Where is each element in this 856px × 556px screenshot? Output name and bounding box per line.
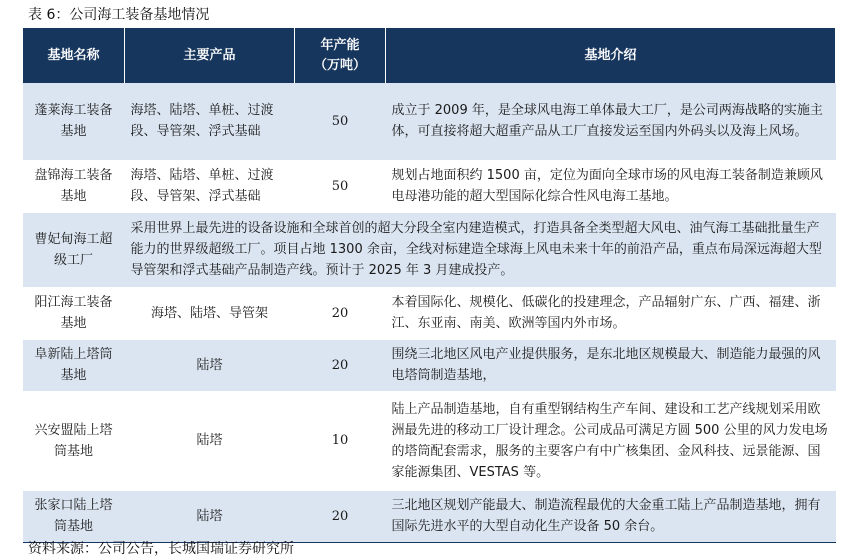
table-caption: 表 6：公司海工装备基地情况 bbox=[28, 7, 210, 23]
base-intro: 陆上产品制造基地，自有重型钢结构生产车间、建设和工艺产线规划采用欧洲最先进的移动工厂设计理念。公司成品可满足方圆 500 公里的风力发电场的塔筒配套需求，服务的主要客户有中广核集团、金风科技、远景能源、国家能源集团、VESTAS 等。 bbox=[386, 391, 836, 490]
base-table bbox=[22, 28, 836, 543]
header-capacity-line2: （万吨） bbox=[313, 57, 366, 73]
base-capacity: 20 bbox=[295, 490, 386, 542]
base-product: 陆塔 bbox=[125, 490, 295, 542]
base-capacity: 20 bbox=[295, 339, 386, 391]
header-product: 主要产品 bbox=[125, 28, 295, 83]
table-row bbox=[23, 391, 836, 490]
base-intro: 三北地区规划产能最大、制造流程最优的大金重工陆上产品制造基地，拥有国际先进水平的大型自动化生产设备 50 余台。 bbox=[386, 490, 836, 542]
table-row bbox=[23, 287, 836, 339]
header-intro: 基地介绍 bbox=[386, 28, 836, 83]
base-intro: 围绕三北地区风电产业提供服务，是东北地区规模最大、制造能力最强的风电塔筒制造基地， bbox=[386, 339, 836, 391]
header-capacity bbox=[295, 28, 386, 83]
base-name: 兴安盟陆上塔筒基地 bbox=[23, 391, 125, 490]
base-intro-merged: 采用世界上最先进的设备设施和全球首创的超大分段全室内建造模式，打造具备全类型超大风电、油气海工基础批量生产能力的世界级超级工厂。项目占地 1300 余亩，全线对标建造全球海上风电未来十年的前沿产品，重点布局深远海超大型导管架和浮式基础产品制造产线。预计于 2025 年 3 月建成投产。 bbox=[125, 212, 836, 287]
header-capacity-line1: 年产能 bbox=[320, 37, 360, 53]
base-capacity: 50 bbox=[295, 160, 386, 212]
base-capacity: 50 bbox=[295, 83, 386, 160]
base-product: 海塔、陆塔、单桩、过渡段、导管架、浮式基础 bbox=[125, 83, 295, 160]
base-capacity: 20 bbox=[295, 287, 386, 339]
base-name: 曹妃甸海工超级工厂 bbox=[23, 212, 125, 287]
base-name: 张家口陆上塔筒基地 bbox=[23, 490, 125, 542]
base-product: 陆塔 bbox=[125, 391, 295, 490]
base-product: 陆塔 bbox=[125, 339, 295, 391]
base-intro: 成立于 2009 年，是全球风电海工单体最大工厂，是公司两海战略的实施主体，可直接将超大超重产品从工厂直接发运至国内外码头以及海上风场。 bbox=[386, 83, 836, 160]
base-capacity: 10 bbox=[295, 391, 386, 490]
header-row bbox=[23, 28, 836, 83]
table-row bbox=[23, 339, 836, 391]
base-name: 盘锦海工装备基地 bbox=[23, 160, 125, 212]
base-name: 阜新陆上塔筒基地 bbox=[23, 339, 125, 391]
base-intro: 规划占地面积约 1500 亩，定位为面向全球市场的风电海工装备制造兼顾风电母港功能的超大型国际化综合性风电海工基地。 bbox=[386, 160, 836, 212]
base-name: 蓬莱海工装备基地 bbox=[23, 83, 125, 160]
base-product: 海塔、陆塔、导管架 bbox=[125, 287, 295, 339]
base-intro: 本着国际化、规模化、低碳化的投建理念，产品辐射广东、广西、福建、浙江、东亚南、南美、欧洲等国内外市场。 bbox=[386, 287, 836, 339]
header-name: 基地名称 bbox=[23, 28, 125, 83]
table-row bbox=[23, 490, 836, 542]
base-product: 海塔、陆塔、单桩、过渡段、导管架、浮式基础 bbox=[125, 160, 295, 212]
source-note: 资料来源：公司公告，长城国瑞证券研究所 bbox=[28, 541, 294, 556]
table-row bbox=[23, 212, 836, 287]
table-row bbox=[23, 160, 836, 212]
table-row bbox=[23, 83, 836, 160]
base-name: 阳江海工装备基地 bbox=[23, 287, 125, 339]
